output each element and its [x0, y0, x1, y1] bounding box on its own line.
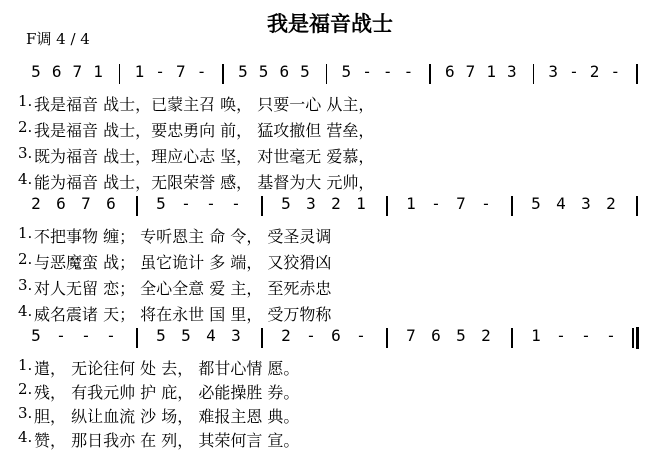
note-extension: - [569, 62, 579, 81]
note: 5 [531, 194, 541, 213]
note: 7 [81, 194, 91, 213]
note: 5 [456, 326, 466, 345]
lyric-line: 我是福音 战士，已蒙主召 唤， 只要一心 从主， [34, 95, 375, 114]
note: 3 [581, 194, 591, 213]
note: 2 [331, 194, 341, 213]
note-extension: - [581, 326, 591, 345]
note-extension: - [481, 194, 491, 213]
verse-number: 4. [18, 302, 33, 320]
note: 1 [93, 62, 103, 81]
note-extension: - [56, 326, 66, 345]
note: 6 [444, 62, 455, 81]
verse-number: 1. [18, 224, 33, 242]
verse-number: 4. [18, 170, 33, 188]
bar-line [261, 196, 263, 216]
bar-line [511, 328, 513, 348]
note: 2 [281, 326, 291, 345]
note: 5 [300, 62, 310, 81]
note: 5 [31, 326, 41, 345]
final-bar-line-thin [632, 328, 634, 348]
note: 1 [486, 62, 496, 81]
verse-number: 3. [18, 276, 33, 294]
bar-line [429, 64, 431, 84]
lyric-line: 对人无留 恋； 全心全意 爱 主， 至死赤忠 [34, 279, 332, 298]
note: 5 [156, 194, 166, 213]
note: 4 [556, 194, 566, 213]
notation-row [0, 326, 660, 352]
note-extension: - [606, 326, 616, 345]
note-extension: - [382, 62, 393, 81]
lyric-line: 与恶魔蛮 战； 虽它诡计 多 端， 又狡猾凶 [34, 253, 332, 272]
verse-number: 2. [18, 118, 33, 136]
note: 5 [181, 326, 191, 345]
note: 3 [306, 194, 316, 213]
bar-line [261, 328, 263, 348]
note: 6 [431, 326, 441, 345]
bar-line [386, 328, 388, 348]
bar-line [636, 64, 638, 84]
bar-line [636, 196, 638, 216]
note: 2 [606, 194, 616, 213]
note-extension: - [362, 62, 372, 81]
lyric-line: 遣， 无论往何 处 去， 都甘心情 愿。 [34, 359, 300, 378]
note: 6 [56, 194, 66, 213]
lyric-line: 胆， 纵让血流 沙 场， 难报主恩 典。 [34, 407, 300, 426]
note: 3 [507, 62, 517, 81]
note: 5 [238, 62, 248, 81]
note-extension: - [81, 326, 91, 345]
note: 5 [341, 62, 352, 81]
verse-number: 2. [18, 380, 33, 398]
note-extension: - [403, 62, 414, 81]
note: 5 [31, 62, 41, 81]
note: 6 [51, 62, 62, 81]
note: 3 [548, 62, 559, 81]
notation-row [0, 62, 660, 88]
note: 5 [258, 62, 269, 81]
note: 7 [175, 62, 186, 81]
note-extension: - [610, 62, 621, 81]
note-extension: - [181, 194, 191, 213]
note: 6 [279, 62, 290, 81]
note: 6 [106, 194, 116, 213]
bar-line [386, 196, 388, 216]
lyric-line: 不把事物 缠； 专听恩主 命 令， 受圣灵调 [34, 227, 332, 246]
note: 1 [134, 62, 145, 81]
note-extension: - [356, 326, 366, 345]
key-signature: F调 4 / 4 [26, 30, 90, 48]
note-extension: - [196, 62, 207, 81]
verse-number: 2. [18, 250, 33, 268]
note: 5 [281, 194, 291, 213]
note: 5 [156, 326, 166, 345]
verse-number: 1. [18, 92, 33, 110]
verse-number: 1. [18, 356, 33, 374]
note: 7 [72, 62, 83, 81]
note: 2 [589, 62, 600, 81]
note: 2 [31, 194, 41, 213]
note: 6 [331, 326, 341, 345]
note: 1 [356, 194, 366, 213]
lyric-line: 既为福音 战士，理应心志 坚， 对世毫无 爱慕， [34, 147, 375, 166]
verse-number: 3. [18, 404, 33, 422]
bar-line [511, 196, 513, 216]
bar-line [533, 64, 535, 84]
note-extension: - [431, 194, 441, 213]
note: 1 [531, 326, 541, 345]
final-bar-line-thick [636, 327, 639, 349]
note-extension: - [231, 194, 241, 213]
verse-number: 3. [18, 144, 33, 162]
verse-number: 4. [18, 428, 33, 446]
note: 4 [206, 326, 216, 345]
note: 7 [406, 326, 416, 345]
note: 1 [406, 194, 416, 213]
lyric-line: 残， 有我元帅 护 庇， 必能操胜 券。 [34, 383, 300, 402]
note-extension: - [206, 194, 216, 213]
notation-row [0, 194, 660, 220]
note: 7 [465, 62, 476, 81]
note: 2 [481, 326, 491, 345]
note: 7 [456, 194, 466, 213]
note-extension: - [155, 62, 165, 81]
bar-line [119, 64, 121, 84]
note: 3 [231, 326, 241, 345]
lyric-line: 赞， 那日我亦 在 列， 其荣何言 宣。 [34, 431, 300, 450]
note-extension: - [106, 326, 116, 345]
song-title: 我是福音战士 [267, 12, 393, 36]
bar-line [326, 64, 328, 84]
bar-line [136, 196, 138, 216]
bar-line [136, 328, 138, 348]
lyric-line: 我是福音 战士，要忠勇向 前， 猛攻撤但 营垒， [34, 121, 375, 140]
note-extension: - [556, 326, 566, 345]
lyric-line: 威名震诸 天； 将在永世 国 里， 受万物称 [34, 305, 332, 324]
lyric-line: 能为福音 战士，无限荣誉 感， 基督为大 元帅， [34, 173, 375, 192]
note-extension: - [306, 326, 316, 345]
bar-line [222, 64, 224, 84]
